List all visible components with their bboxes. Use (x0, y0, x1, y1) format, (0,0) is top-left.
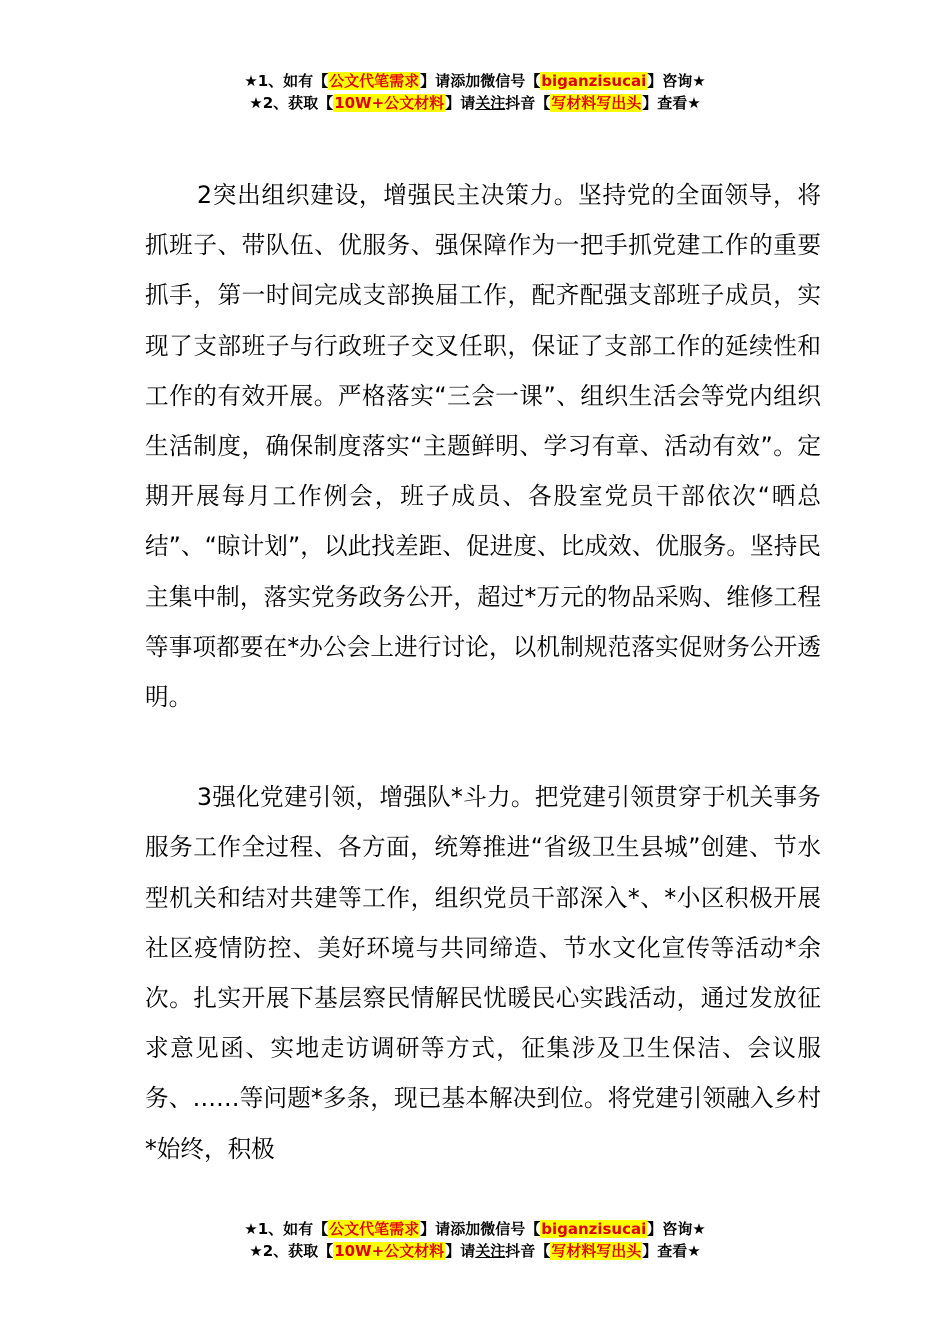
paragraph-party-leadership: 3强化党建引领，增强队*斗力。把党建引领贯穿于机关事务服务工作全过程、各方面，统筹推进“省级卫生县城”创建、节水型机关和结对共建等工作，组织党员干部深入*、*小区积极开展社区疫情防控、美好环境与共同缔造、节水文化宣传等活动*余次。扎实开展下基层察民情解民忧暖民心实践活动，通过发放征求意见函、实地走访调研等方式，征集涉及卫生保洁、会议服务、……等问题*多条，现已基本解决到位。将党建引领融入乡村*始终，积极 (145, 783, 821, 1163)
star-icon: ★ (244, 1220, 258, 1238)
banner-line-2: ★2、获取【10W+公文材料】请关注抖音【写材料写出头】查看★ (249, 94, 701, 112)
star-icon: ★ (249, 94, 263, 112)
banner-line-1: ★1、如有【公文代笔需求】请添加微信号【biganzisucai】咨询★ (244, 1220, 706, 1238)
emphasis-follow: 关注 (475, 94, 506, 112)
highlight-writing-service: 公文代笔需求 (329, 72, 420, 90)
highlight-writing-service: 公文代笔需求 (329, 1220, 420, 1238)
highlight-douyin-account: 写材料写出头 (551, 1242, 642, 1260)
emphasis-add: 添加 (450, 72, 481, 90)
bottom-banner (0, 1218, 950, 1262)
highlight-douyin-account: 写材料写出头 (551, 94, 642, 112)
banner-line-1: ★1、如有【公文代笔需求】请添加微信号【biganzisucai】咨询★ (244, 72, 706, 90)
star-icon: ★ (249, 1242, 263, 1260)
highlight-materials: 10W+公文材料 (334, 1242, 445, 1260)
highlight-wechat-id: biganzisucai (541, 72, 647, 90)
paragraph-organization-building: 2突出组织建设，增强民主决策力。坚持党的全面领导，将抓班子、带队伍、优服务、强保障作为一把手抓党建工作的重要抓手，第一时间完成支部换届工作，配齐配强支部班子成员，实现了支部班子与行政班子交叉任职，保证了支部工作的延续性和工作的有效开展。严格落实“三会一课”、组织生活会等党内组织生活制度，确保制度落实“主题鲜明、学习有章、活动有效”。定期开展每月工作例会，班子成员、各股室党员干部依次“晒总结”、“晾计划”，以此找差距、促进度、比成效、优服务。坚持民主集中制，落实党务政务公开，超过*万元的物品采购、维修工程等事项都要在*办公会上进行讨论，以机制规范落实促财务公开透明。 (145, 181, 821, 712)
banner-line-2: ★2、获取【10W+公文材料】请关注抖音【写材料写出头】查看★ (249, 1242, 701, 1260)
document-body (145, 170, 821, 1174)
top-banner (0, 70, 950, 114)
highlight-wechat-id: biganzisucai (541, 1220, 647, 1238)
emphasis-follow: 关注 (475, 1242, 506, 1260)
star-icon: ★ (244, 72, 258, 90)
highlight-materials: 10W+公文材料 (334, 94, 445, 112)
emphasis-add: 添加 (450, 1220, 481, 1238)
